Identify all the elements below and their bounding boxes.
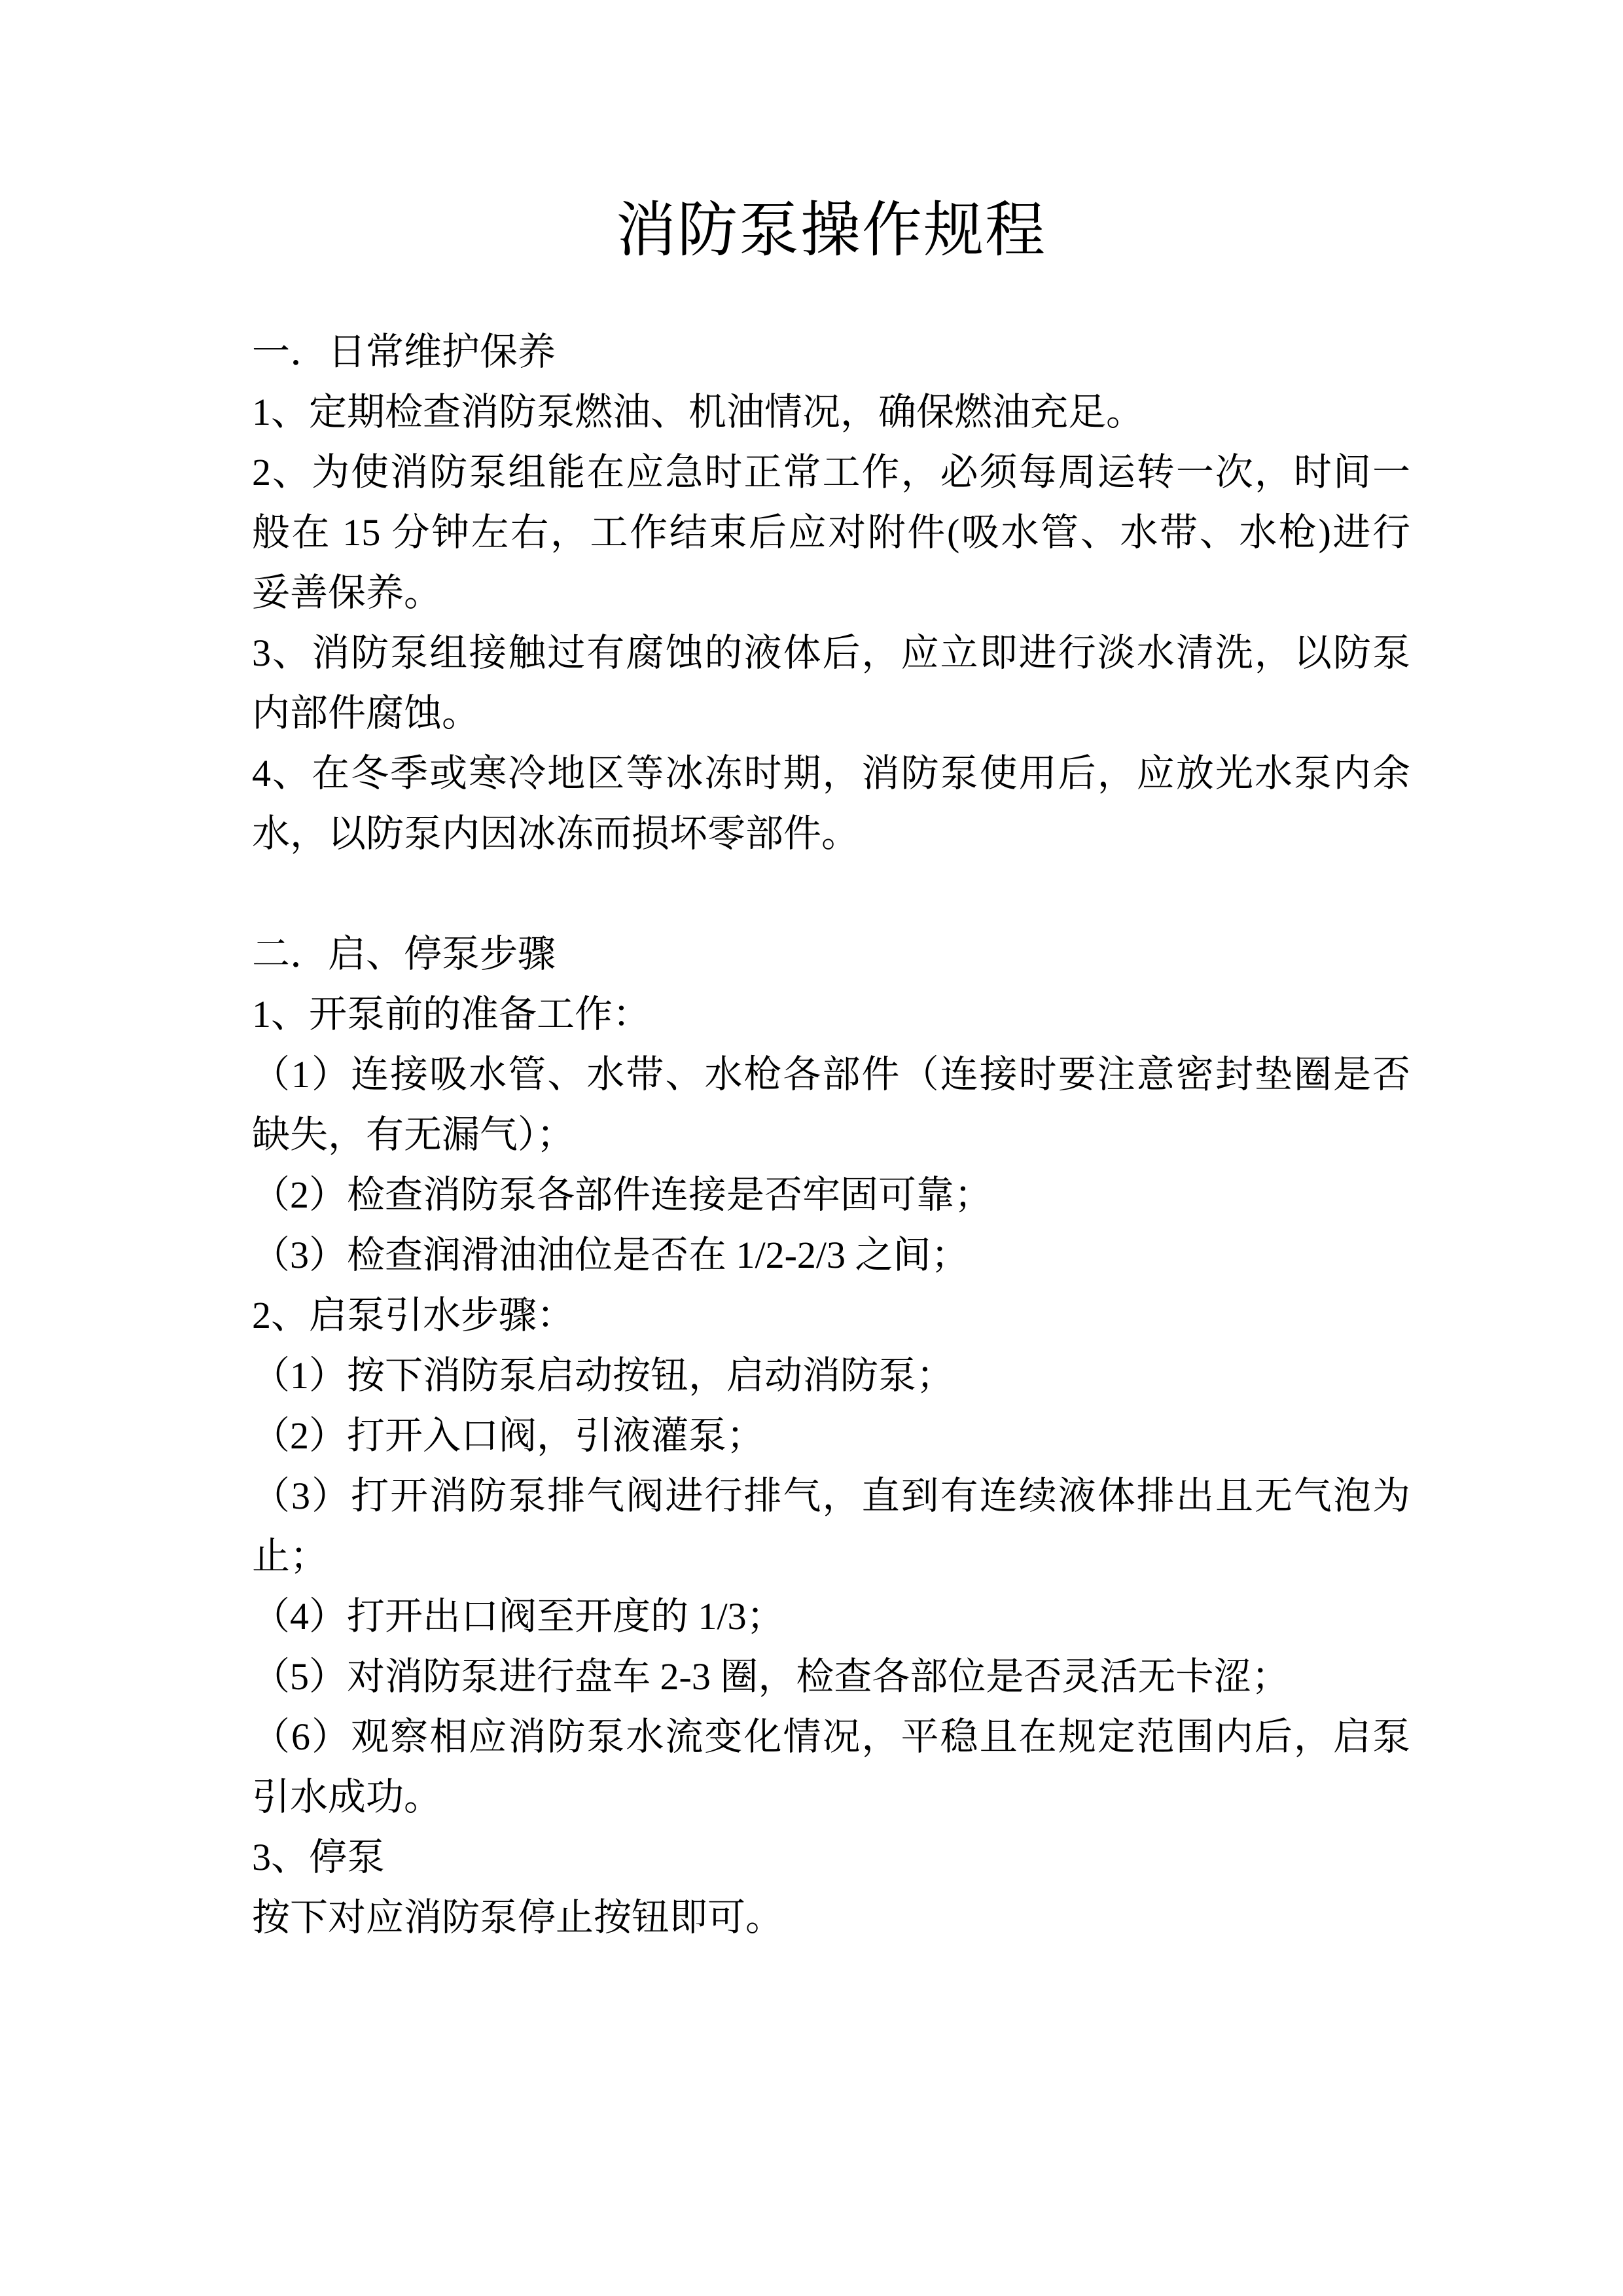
text-line: （1）连接吸水管、水带、水枪各部件（连接时要注意密封垫圈是否 [252,1053,1410,1096]
text-line: 3、消防泵组接触过有腐蚀的液体后，应立即进行淡水清洗，以防泵 [252,632,1410,674]
text-line: （4）打开出口阀至开度的 1/3； [252,1595,785,1638]
section-heading: 一．日常维护保养 [252,331,556,373]
section-heading: 二．启、停泵步骤 [252,933,556,975]
text-line: 引水成功。 [252,1776,442,1818]
text-line: 1、开泵前的准备工作： [252,993,651,1035]
text-line: （3）打开消防泵排气阀进行排气，直到有连续液体排出且无气泡为 [252,1475,1410,1517]
text-line: （2）打开入口阀，引液灌泵； [252,1414,765,1457]
document-body [252,322,1410,1948]
blank-line [252,864,1410,924]
text-line: （3）检查润滑油油位是否在 1/2-2/3 之间； [252,1234,969,1276]
text-line: 4、在冬季或寒冷地区等冰冻时期，消防泵使用后，应放光水泵内余 [252,752,1410,795]
text-line: 1、定期检查消防泵燃油、机油情况，确保燃油充足。 [252,391,1145,433]
text-line: 水，以防泵内因冰冻而损坏零部件。 [252,812,860,855]
text-line: 2、为使消防泵组能在应急时正常工作，必须每周运转一次，时间一 [252,451,1410,493]
text-line: 妥善保养。 [252,571,442,614]
text-line: （1）按下消防泵启动按钮，启动消防泵； [252,1354,955,1397]
document-title: 消防泵操作规程 [615,197,1046,264]
text-line: （5）对消防泵进行盘车 2-3 圈，检查各部位是否灵活无卡涩； [252,1655,1290,1698]
text-line: 内部件腐蚀。 [252,692,480,734]
text-line: 3、停泵 [252,1836,385,1878]
text-line: （6）观察相应消防泵水流变化情况，平稳且在规定范围内后，启泵 [252,1715,1410,1758]
text-line: 2、启泵引水步骤： [252,1294,575,1336]
text-line: （2）检查消防泵各部件连接是否牢固可靠； [252,1174,993,1216]
text-line: 按下对应消防泵停止按钮即可。 [252,1896,784,1939]
text-line: 缺失，有无漏气）； [252,1113,575,1156]
text-line: 止； [252,1535,329,1577]
text-line: 般在 15 分钟左右，工作结束后应对附件(吸水管、水带、水枪)进行 [252,511,1410,554]
